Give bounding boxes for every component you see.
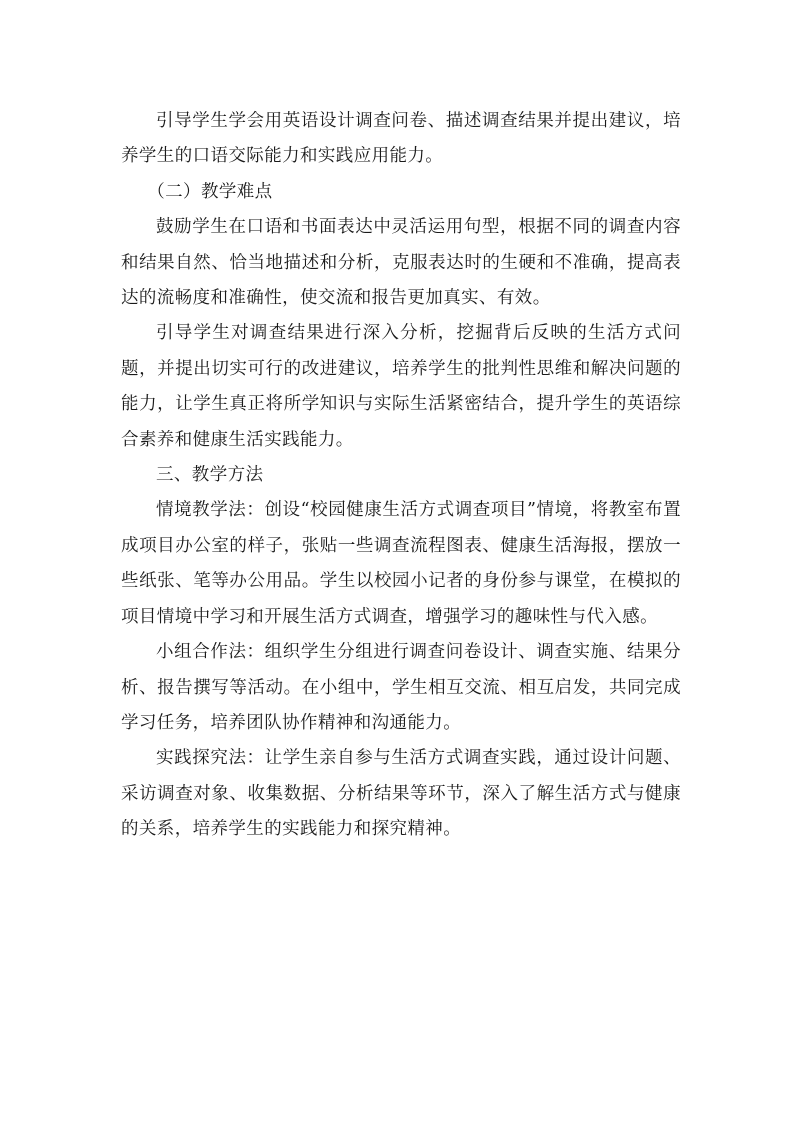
heading-teaching-methods: 三、教学方法 (156, 465, 264, 486)
paragraph-speaking-goal: 引导学生学会用英语设计调查问卷、描述调查结果并提出建议，培养学生的口语交际能力和实践应用能力。 (121, 111, 681, 167)
heading-teaching-difficulty: （二）教学难点 (147, 181, 273, 202)
paragraph-practice-inquiry-method: 实践探究法：让学生亲自参与生活方式调查实践，通过设计问题、采访调查对象、收集数据、分析结果等环节，深入了解生活方式与健康的关系，培养学生的实践能力和探究精神。 (121, 748, 681, 840)
paragraph-flexible-expression: 鼓励学生在口语和书面表达中灵活运用句型，根据不同的调查内容和结果自然、恰当地描述和分析，克服表达时的生硬和不准确，提高表达的流畅度和准确性，使交流和报告更加真实、有效。 (121, 217, 681, 309)
paragraph-critical-thinking: 引导学生对调查结果进行深入分析，挖掘背后反映的生活方式问题，并提出切实可行的改进建议，培养学生的批判性思维和解决问题的能力，让学生真正将所学知识与实际生活紧密结合，提升学生的英语综合素养和健康生活实践能力。 (121, 323, 681, 450)
document-body (121, 104, 681, 848)
paragraph-situational-method: 情境教学法：创设“校园健康生活方式调查项目”情境，将教室布置成项目办公室的样子，张贴一些调查流程图表、健康生活海报，摆放一些纸张、笔等办公用品。学生以校园小记者的身份参与课堂，在模拟的项目情境中学习和开展生活方式调查，增强学习的趣味性与代入感。 (121, 500, 681, 627)
paragraph-group-cooperation-method: 小组合作法：组织学生分组进行调查问卷设计、调查实施、结果分析、报告撰写等活动。在小组中，学生相互交流、相互启发，共同完成学习任务，培养团队协作精神和沟通能力。 (121, 642, 681, 733)
